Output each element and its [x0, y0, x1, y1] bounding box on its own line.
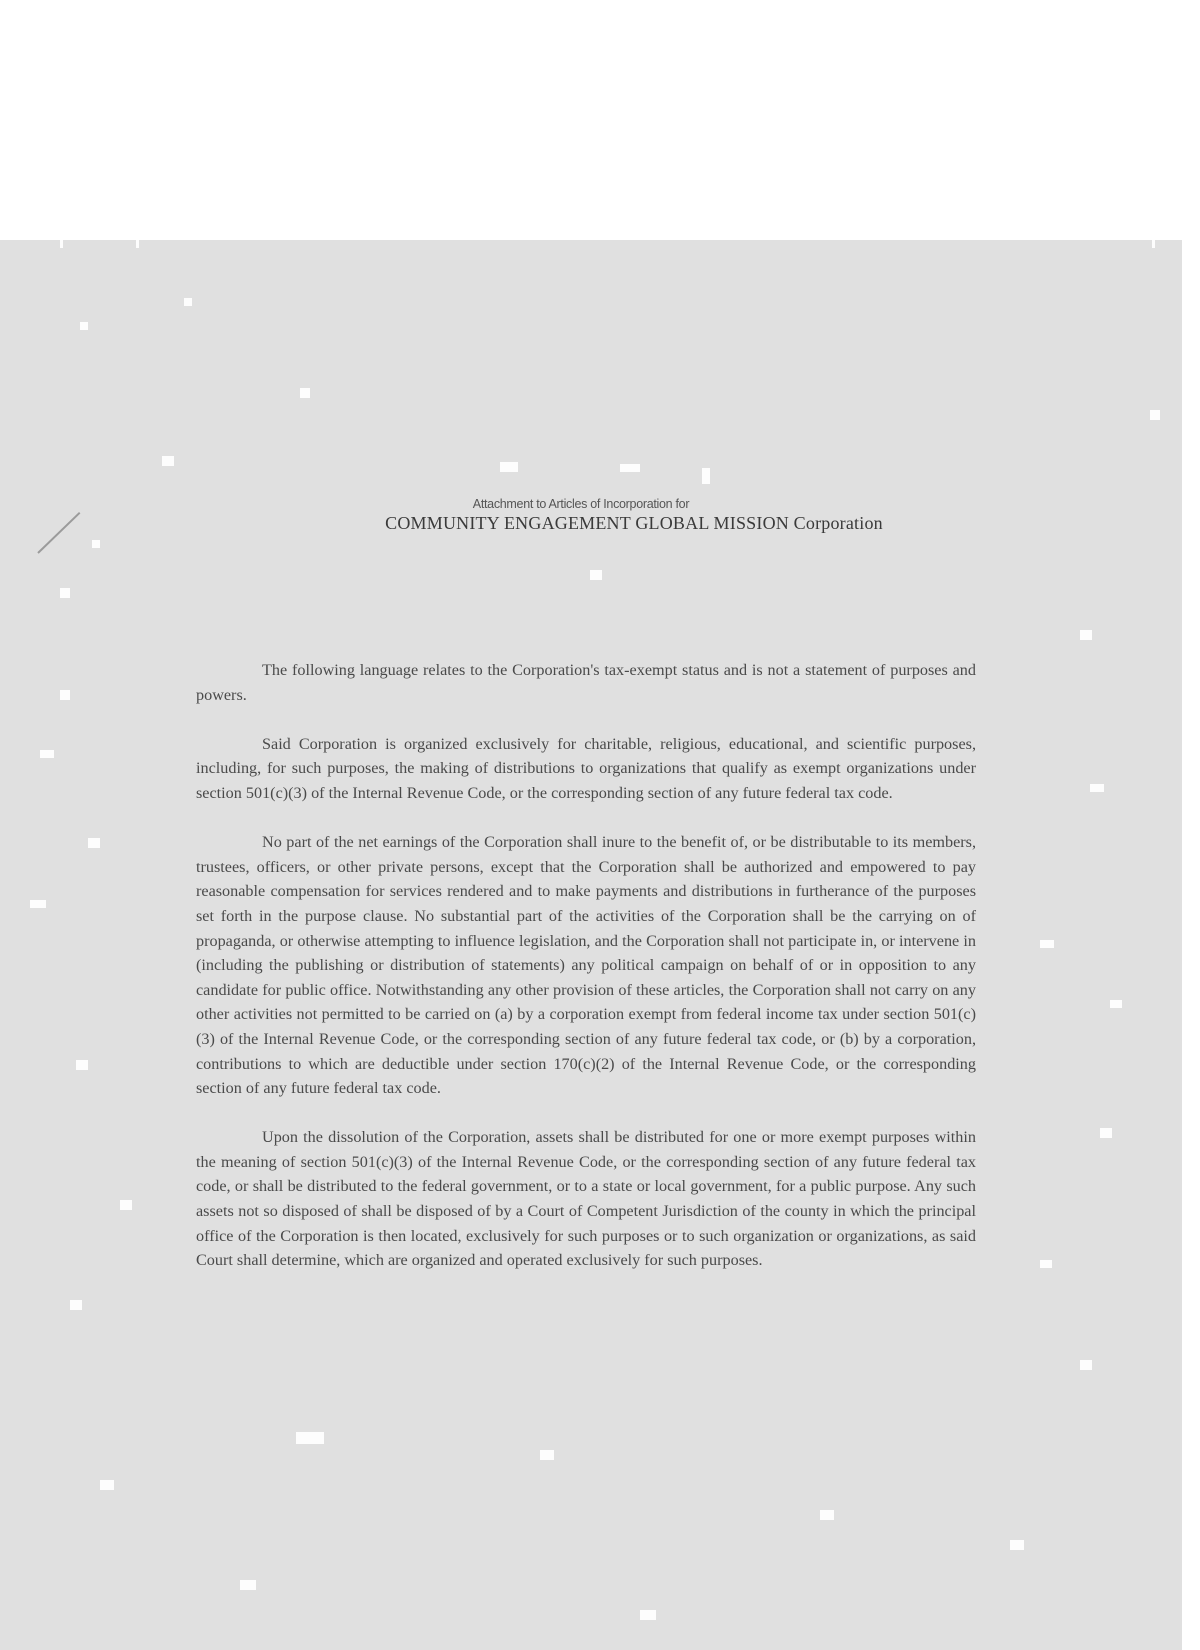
scan-speck [500, 462, 518, 472]
scan-speck [1150, 410, 1160, 420]
scan-speck [60, 690, 70, 700]
paragraph-purpose: Said Corporation is organized exclusively for charitable, religious, educational, and scientific purposes, including, for such purposes, the making of distributions to organizations that qualify as exempt organizations under section 501(c)(3) of the Internal Revenue Code, or the corresponding section of any future federal tax code. [196, 734, 976, 802]
scan-speck [30, 900, 46, 908]
paragraph-restrictions: No part of the net earnings of the Corporation shall inure to the benefit of, or be distributable to its members, trustees, officers, or other private persons, except that the Corporation shall be authorized and empowered to pay reasonable compensation for services rendered and to make payments and distributions in furtherance of the purposes set forth in the purpose clause. No substantial part of the activities of the Corporation shall be the carrying on of propaganda, or otherwise attempting to influence legislation, and the Corporation shall not participate in, or intervene in (including the publishing or distribution of statements) any political campaign on behalf of or in opposition to any candidate for public office. Notwithstanding any other provision of these articles, the Corporation shall not carry on any other activities not permitted to be carried on (a) by a corporation exempt from federal income tax under section 501(c)(3) of the Internal Revenue Code, or the corresponding section of any future federal tax code, or (b) by a corporation, contributions to which are deductible under section 170(c)(2) of the Internal Revenue Code, or the corresponding section of any future federal tax code. [196, 833, 976, 1098]
scan-speck [1152, 240, 1155, 248]
scan-speck [88, 838, 100, 848]
scan-speck [92, 540, 100, 548]
scan-speck [1080, 1360, 1092, 1370]
scan-speck [296, 1432, 324, 1444]
scan-speck [820, 1510, 834, 1520]
scan-speck [162, 456, 174, 466]
scan-speck [590, 570, 602, 580]
scan-speck [1100, 1128, 1112, 1138]
scan-speck [80, 322, 88, 330]
organization-name: COMMUNITY ENGAGEMENT GLOBAL MISSION [385, 513, 789, 533]
scan-speck [1090, 784, 1104, 792]
scan-speck [1040, 940, 1054, 948]
scan-speck [1040, 1260, 1052, 1268]
scan-speck [702, 468, 710, 484]
scan-speck [136, 240, 139, 248]
scan-speck [76, 1060, 88, 1070]
document-subtitle: Attachment to Articles of Incorporation for [472, 497, 690, 511]
document-title [86, 512, 1182, 534]
scan-speck [1080, 630, 1092, 640]
scan-speck [100, 1480, 114, 1490]
scan-speck [60, 588, 70, 598]
scan-speck [184, 298, 192, 306]
scan-speck [300, 388, 310, 398]
scan-speck [640, 1610, 656, 1620]
scan-speck [120, 1200, 132, 1210]
scan-speck [1010, 1540, 1024, 1550]
scan-speck [60, 240, 63, 248]
document-body [196, 658, 976, 1297]
scan-speck [540, 1450, 554, 1460]
scan-speck [240, 1580, 256, 1590]
paragraph-tax-exempt-statement: The following language relates to the Corporation's tax-exempt status and is not a statement of purposes and powers. [196, 661, 976, 704]
paragraph-dissolution: Upon the dissolution of the Corporation, assets shall be distributed for one or more exempt purposes within the meaning of section 501(c)(3) of the Internal Revenue Code, or the corresponding section of any future federal tax code, or shall be distributed to the federal government, or to a state or local government, for a public purpose. Any such assets not so disposed of shall be disposed of by a Court of Competent Jurisdiction of the county in which the principal office of the Corporation is then located, exclusively for such purposes or to such organization or organizations, as said Court shall determine, which are organized and operated exclusively for such purposes. [196, 1128, 976, 1270]
organization-type: Corporation [793, 513, 883, 533]
scan-speck [70, 1300, 82, 1310]
document-header [0, 496, 1182, 534]
scan-speck [620, 464, 640, 472]
scan-speck [1110, 1000, 1122, 1008]
scan-speck [40, 750, 54, 758]
